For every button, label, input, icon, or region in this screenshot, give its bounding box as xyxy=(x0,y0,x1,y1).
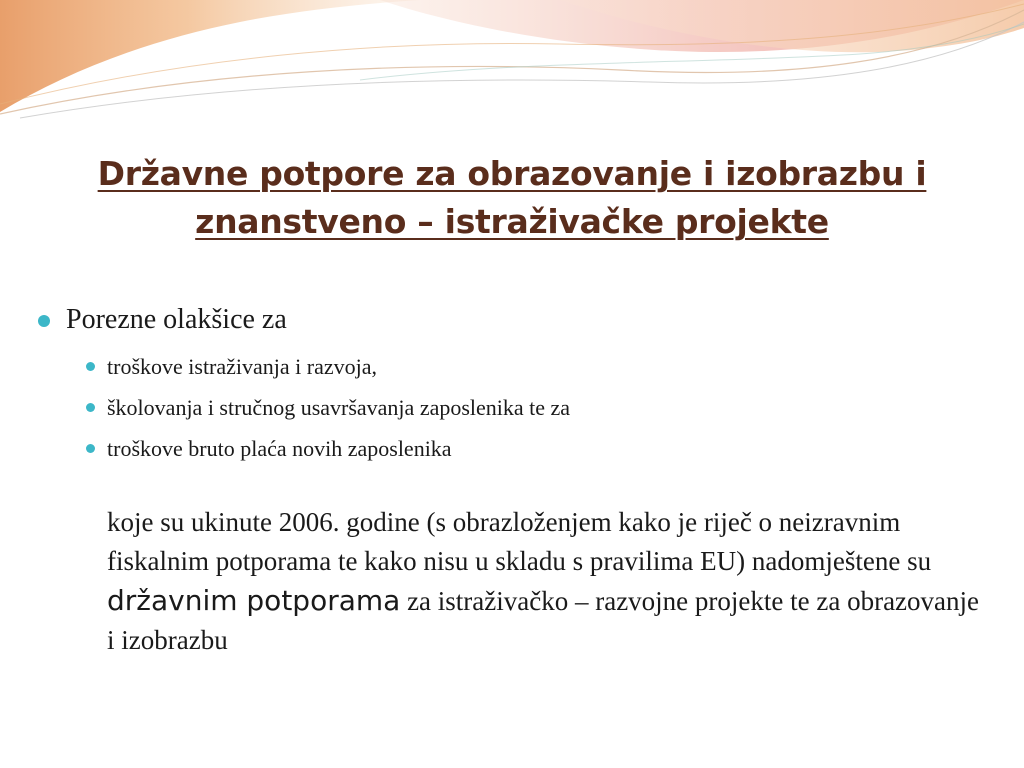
bullet-main-text: Porezne olakšice za xyxy=(66,304,287,335)
sub-bullet-text: troškove istraživanja i razvoja, xyxy=(107,354,378,379)
sub-bullet xyxy=(86,387,996,428)
bullet-main xyxy=(36,300,996,340)
slide-content xyxy=(36,300,996,660)
slide-title: Državne potpore za obrazovanje i izobrazbu i znanstveno – istraživačke projekte xyxy=(97,154,927,241)
sub-bullet xyxy=(86,428,996,469)
bullet-dot-icon xyxy=(86,362,95,371)
wave-orange-left xyxy=(0,0,420,112)
sub-bullet xyxy=(86,346,996,387)
bullet-dot-icon xyxy=(86,444,95,453)
sub-bullet-text: troškove bruto plaća novih zaposlenika xyxy=(107,436,452,461)
bullet-dot-icon xyxy=(38,315,50,327)
paragraph-text-after: za istraživačko – razvojne projekte te za obrazovanje i izobrazbu xyxy=(107,586,980,655)
sub-bullet-text: školovanja i stručnog usavršavanja zaposlenika te za xyxy=(107,395,571,420)
paragraph-emphasis: državnim potporama xyxy=(107,584,401,617)
body-paragraph xyxy=(107,503,987,660)
bullet-dot-icon xyxy=(86,403,95,412)
sub-bullet-list xyxy=(36,346,996,469)
decorative-wave-header xyxy=(0,0,1024,140)
paragraph-text-before: koje su ukinute 2006. godine (s obrazloženjem kako je riječ o neizravnim fiskalnim potporama te kako nisu u skladu s pravilima EU) nadomještene su xyxy=(107,507,932,576)
